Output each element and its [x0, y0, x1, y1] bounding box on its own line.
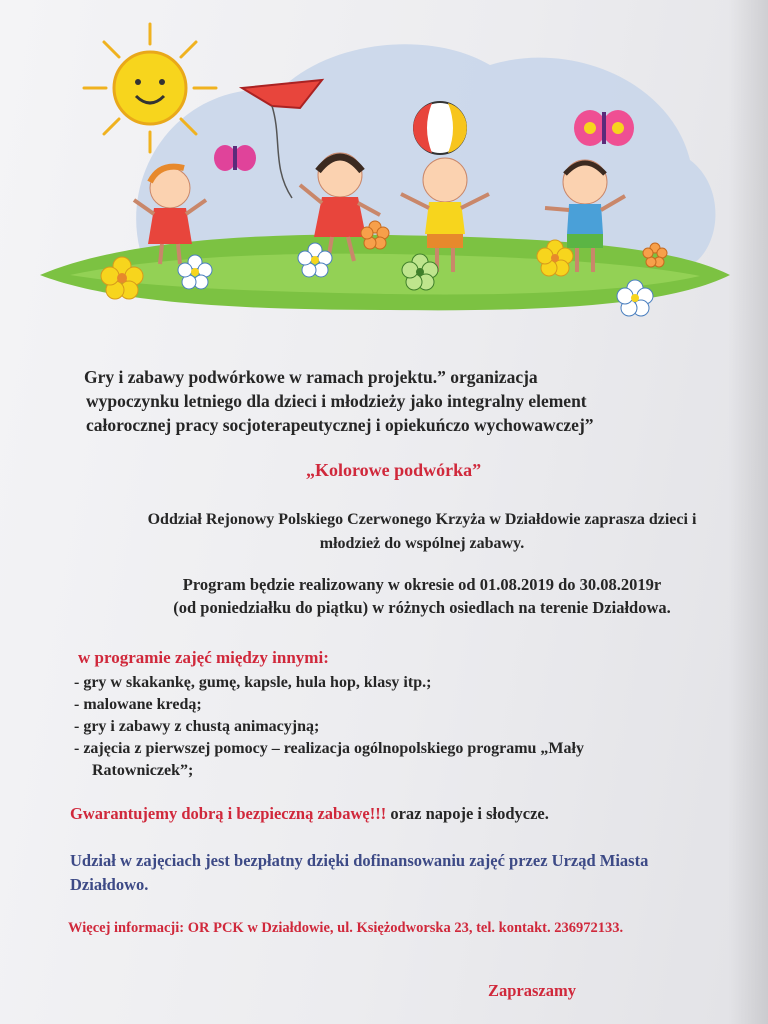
sun-icon	[84, 24, 216, 152]
activities-list	[74, 672, 584, 782]
program-line: Program będzie realizowany w okresie od 01.08.2019 do 30.08.2019r	[182, 575, 662, 594]
intro-line: całorocznej pracy socjoterapeutycznej i opiekuńczo wychowawczej”	[86, 415, 594, 435]
list-item: - zajęcia z pierwszej pomocy – realizacja ogólnopolskiego programu „Mały	[74, 740, 584, 757]
activities-heading: w programie zajęć między innymi:	[78, 648, 329, 667]
list-item: - gry i zabawy z chustą animacyjną;	[74, 718, 320, 735]
contact-info: Więcej informacji: OR PCK w Działdowie, ul. Księżodworska 23, tel. kontakt. 236972133.	[68, 920, 624, 936]
organizer-text	[92, 508, 752, 556]
list-item: Ratowniczek”;	[92, 762, 194, 779]
funding-text	[70, 849, 648, 897]
intro-line: Gry i zabawy podwórkowe w ramach projektu.” organizacja	[84, 367, 538, 387]
list-item: - gry w skakankę, gumę, kapsle, hula hop, klasy itp.;	[74, 674, 432, 691]
list-item: - malowane kredą;	[74, 696, 202, 713]
organizer-line: młodzież do wspólnej zabawy.	[319, 535, 525, 552]
butterfly-icon	[574, 110, 634, 146]
guarantee-rest: oraz napoje i słodycze.	[386, 804, 549, 823]
kids-playing-illustration	[30, 20, 740, 340]
intro-text	[84, 365, 594, 437]
closing-text: Zapraszamy	[488, 981, 576, 1000]
ball-icon	[413, 102, 467, 154]
program-line: (od poniedziałku do piątku) w różnych osiedlach na terenie Działdowa.	[173, 598, 671, 617]
program-dates	[92, 573, 752, 619]
event-title: „Kolorowe podwórka”	[306, 460, 482, 480]
butterfly-icon	[214, 145, 256, 171]
guarantee-text	[70, 804, 549, 824]
guarantee-highlight: Gwarantujemy dobrą i bezpieczną zabawę!!!	[70, 804, 387, 823]
funding-line: Działdowo.	[70, 875, 149, 894]
intro-line: wypoczynku letniego dla dzieci i młodzieży jako integralny element	[86, 391, 587, 411]
page-shadow	[728, 0, 768, 1024]
organizer-line: Oddział Rejonowy Polskiego Czerwonego Krzyża w Działdowie zaprasza dzieci i	[147, 511, 697, 528]
funding-line: Udział w zajęciach jest bezpłatny dzięki dofinansowaniu zajęć przez Urząd Miasta	[70, 851, 649, 870]
